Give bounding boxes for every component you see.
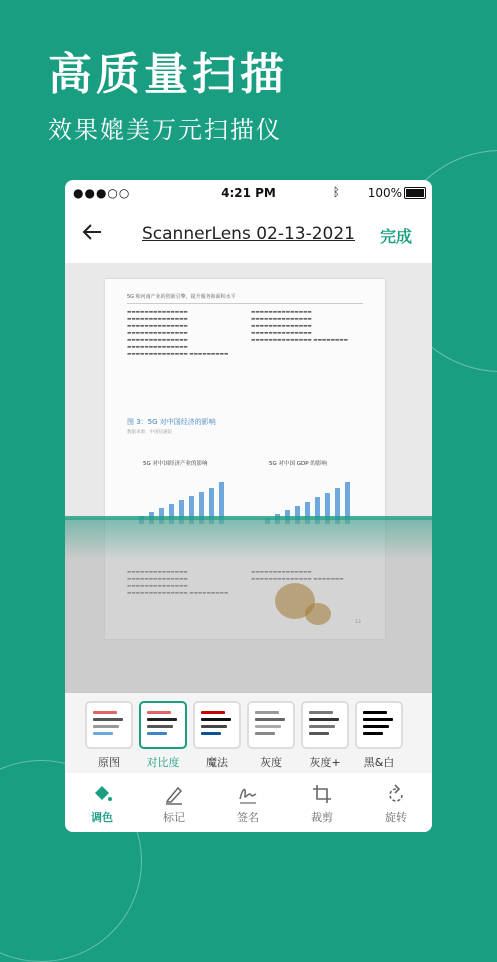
filter-grayscale-plus[interactable] [301,701,349,770]
battery-icon [404,187,426,199]
scan-line [65,516,432,520]
rotate-icon [385,783,407,805]
figure-title: 图 3：5G 对中国经济的影响 [127,418,216,426]
filter-label: 魔法 [206,756,228,769]
hero-title: 高质量扫描 [48,49,288,100]
tab-color[interactable] [77,783,127,825]
tab-label: 标记 [163,811,185,824]
status-time: 4:21 PM [221,186,276,200]
signal-icon: ●●●○○ [73,186,131,200]
tab-rotate[interactable] [371,783,421,825]
filter-label: 原图 [98,756,120,769]
filter-label: 灰度+ [309,756,341,769]
filter-original[interactable] [85,701,133,770]
doc-divider [127,303,363,304]
filter-thumbnail [193,701,241,749]
filter-label: 灰度 [260,756,282,769]
bottom-toolbar [65,775,432,832]
bluetooth-icon: ᛒ [332,185,340,199]
tab-label: 裁剪 [311,811,333,824]
scan-preview[interactable] [65,263,432,693]
doc-text-right: ▬▬▬▬▬▬▬▬▬▬▬▬▬▬ ▬▬▬▬▬▬▬▬▬▬▬▬▬▬ ▬▬▬▬▬▬▬▬▬▬▬▬▬▬ ▬▬▬▬▬▬▬▬▬▬▬▬▬▬ ▬▬▬▬▬▬▬▬▬▬▬▬▬▬ ▬▬▬▬▬▬▬▬ [251,310,348,343]
doc-text-left: ▬▬▬▬▬▬▬▬▬▬▬▬▬▬ ▬▬▬▬▬▬▬▬▬▬▬▬▬▬ ▬▬▬▬▬▬▬▬▬▬▬▬▬▬ ▬▬▬▬▬▬▬▬▬▬▬▬▬▬ ▬▬▬▬▬▬▬▬▬▬▬▬▬▬ ▬▬▬▬▬▬▬▬▬▬▬▬▬▬ ▬▬▬▬▬▬▬▬▬▬▬▬▬▬ ▬▬▬▬▬▬▬▬▬ [127,310,229,357]
battery-percent: 100% [367,186,402,200]
filter-magic[interactable] [193,701,241,770]
status-bar [65,180,432,206]
chart-right-title: 5G 对中国 GDP 的影响 [269,461,327,467]
filter-contrast[interactable] [139,701,187,770]
figure-source: 数据来源：中国信通院 [127,430,172,435]
tab-label: 旋转 [385,811,407,824]
phone-screen [65,180,432,832]
hero-subtitle: 效果媲美万元扫描仪 [48,116,282,144]
doc-header: 5G 和河南产业的创新引擎，提升服务和面积水平 [127,294,236,300]
nav-bar [65,210,432,260]
filter-label: 对比度 [146,756,180,769]
tab-markup[interactable] [149,783,199,825]
tab-crop[interactable] [297,783,347,825]
pen-icon [163,783,185,805]
filter-thumbnail [247,701,295,749]
crop-icon [311,783,333,805]
filter-bar [65,693,432,773]
filter-grayscale[interactable] [247,701,295,770]
filter-black-white[interactable] [355,701,403,770]
tab-label: 调色 [91,811,113,824]
done-button[interactable]: 完成 [379,227,412,246]
coffee-stain [305,603,331,625]
filter-thumbnail [301,701,349,749]
tab-signature[interactable] [223,783,273,825]
chart-left-title: 5G 对中国经济产业的影响 [143,461,208,467]
signature-icon [237,783,259,805]
filter-thumbnail [355,701,403,749]
paint-bucket-icon [91,783,113,805]
document-title: ScannerLens 02-13-2021 [141,224,355,244]
filter-label: 黑&白 [363,756,395,769]
filter-thumbnail [85,701,133,749]
scan-glow [65,520,432,560]
filter-thumbnail [139,701,187,749]
tab-label: 签名 [237,811,259,824]
